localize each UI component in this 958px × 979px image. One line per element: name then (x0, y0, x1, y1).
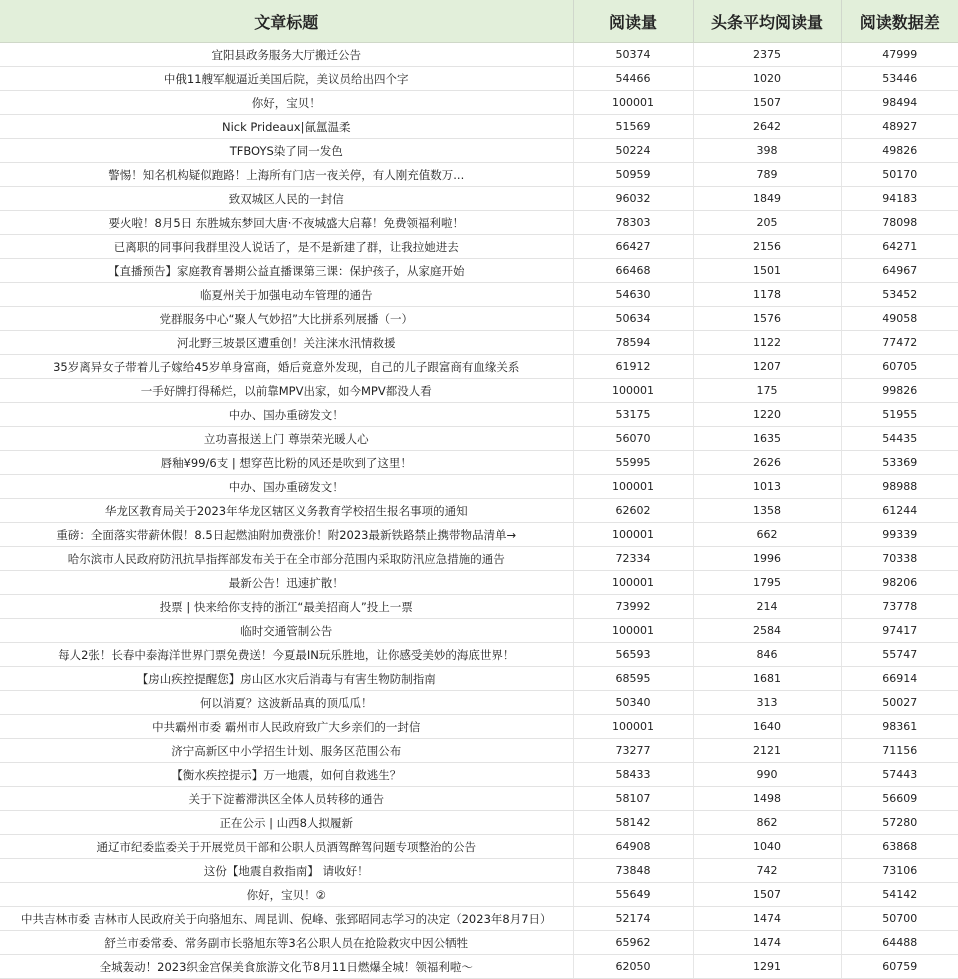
table-row[interactable] (0, 163, 958, 187)
cell-avg-read-count: 1996 (693, 547, 841, 571)
cell-avg-read-count: 2375 (693, 43, 841, 67)
cell-avg-read-count: 1501 (693, 259, 841, 283)
cell-title: 中共霸州市委 霸州市人民政府致广大乡亲们的一封信 (0, 715, 573, 739)
cell-read-count: 56070 (573, 427, 693, 451)
cell-avg-read-count: 2584 (693, 619, 841, 643)
table-row[interactable] (0, 211, 958, 235)
cell-avg-read-count: 1640 (693, 715, 841, 739)
cell-title: 通辽市纪委监委关于开展党员干部和公职人员酒驾醉驾问题专项整治的公告 (0, 835, 573, 859)
cell-read-diff: 54142 (841, 883, 958, 907)
cell-read-count: 100001 (573, 619, 693, 643)
cell-read-diff: 73778 (841, 595, 958, 619)
cell-read-diff: 71156 (841, 739, 958, 763)
cell-read-diff: 78098 (841, 211, 958, 235)
cell-read-diff: 57280 (841, 811, 958, 835)
cell-title: 这份【地震自救指南】 请收好！ (0, 859, 573, 883)
cell-title: 你好，宝贝！② (0, 883, 573, 907)
table-row[interactable] (0, 787, 958, 811)
cell-avg-read-count: 175 (693, 379, 841, 403)
table-row[interactable] (0, 835, 958, 859)
cell-read-diff: 54435 (841, 427, 958, 451)
cell-title: 最新公告！迅速扩散！ (0, 571, 573, 595)
cell-title: 每人2张！长春中泰海洋世界门票免费送！今夏最IN玩乐胜地，让你感受美妙的海底世界！ (0, 643, 573, 667)
cell-read-count: 61912 (573, 355, 693, 379)
cell-read-count: 50374 (573, 43, 693, 67)
cell-read-count: 100001 (573, 523, 693, 547)
cell-read-count: 56593 (573, 643, 693, 667)
cell-read-count: 78303 (573, 211, 693, 235)
cell-avg-read-count: 1122 (693, 331, 841, 355)
cell-title: 关于下淀蓄滞洪区全体人员转移的通告 (0, 787, 573, 811)
table-row[interactable] (0, 259, 958, 283)
cell-read-count: 100001 (573, 475, 693, 499)
cell-avg-read-count: 862 (693, 811, 841, 835)
cell-title: 华龙区教育局关于2023年华龙区辖区义务教育学校招生报名事项的通知 (0, 499, 573, 523)
cell-avg-read-count: 1576 (693, 307, 841, 331)
cell-avg-read-count: 1681 (693, 667, 841, 691)
cell-avg-read-count: 2121 (693, 739, 841, 763)
cell-avg-read-count: 1013 (693, 475, 841, 499)
cell-title: 宜阳县政务服务大厅搬迁公告 (0, 43, 573, 67)
cell-read-count: 54630 (573, 283, 693, 307)
table-row[interactable] (0, 475, 958, 499)
cell-read-count: 58433 (573, 763, 693, 787)
cell-read-diff: 98206 (841, 571, 958, 595)
table-row[interactable] (0, 235, 958, 259)
cell-avg-read-count: 1220 (693, 403, 841, 427)
table-row[interactable] (0, 691, 958, 715)
table-row[interactable] (0, 763, 958, 787)
cell-read-count: 51569 (573, 115, 693, 139)
cell-read-count: 62050 (573, 955, 693, 979)
cell-read-diff: 98494 (841, 91, 958, 115)
cell-read-count: 50634 (573, 307, 693, 331)
cell-read-diff: 98361 (841, 715, 958, 739)
table-row[interactable] (0, 523, 958, 547)
table-row[interactable] (0, 619, 958, 643)
cell-read-count: 55995 (573, 451, 693, 475)
table-row[interactable] (0, 955, 958, 979)
table-row[interactable] (0, 331, 958, 355)
cell-avg-read-count: 214 (693, 595, 841, 619)
header-row (0, 0, 958, 43)
cell-title: 要火啦！8月5日 东胜城东梦回大唐·不夜城盛大启幕！免费领福利啦！ (0, 211, 573, 235)
cell-avg-read-count: 846 (693, 643, 841, 667)
table-row[interactable] (0, 667, 958, 691)
cell-read-count: 72334 (573, 547, 693, 571)
table-row[interactable] (0, 907, 958, 931)
header-title[interactable]: 文章标题 (0, 0, 573, 43)
cell-title: 35岁离异女子带着儿子嫁给45岁单身富商，婚后竟意外发现，自己的儿子跟富商有血缘关系 (0, 355, 573, 379)
cell-read-diff: 49826 (841, 139, 958, 163)
cell-avg-read-count: 1358 (693, 499, 841, 523)
cell-avg-read-count: 1507 (693, 883, 841, 907)
cell-avg-read-count: 1507 (693, 91, 841, 115)
cell-avg-read-count: 1474 (693, 931, 841, 955)
header-read-diff[interactable]: 阅读数据差 (841, 0, 958, 43)
cell-read-count: 50340 (573, 691, 693, 715)
cell-title: 致双城区人民的一封信 (0, 187, 573, 211)
cell-read-count: 100001 (573, 91, 693, 115)
table-row[interactable] (0, 739, 958, 763)
cell-avg-read-count: 789 (693, 163, 841, 187)
cell-read-count: 66427 (573, 235, 693, 259)
cell-avg-read-count: 2642 (693, 115, 841, 139)
cell-read-count: 53175 (573, 403, 693, 427)
cell-read-diff: 66914 (841, 667, 958, 691)
cell-read-count: 55649 (573, 883, 693, 907)
cell-read-diff: 73106 (841, 859, 958, 883)
table-row[interactable] (0, 571, 958, 595)
table-row[interactable] (0, 427, 958, 451)
cell-title: TFBOYS染了同一发色 (0, 139, 573, 163)
cell-title: 临时交通管制公告 (0, 619, 573, 643)
cell-read-diff: 60759 (841, 955, 958, 979)
cell-read-diff: 77472 (841, 331, 958, 355)
cell-read-diff: 99339 (841, 523, 958, 547)
cell-read-diff: 48927 (841, 115, 958, 139)
cell-read-count: 65962 (573, 931, 693, 955)
cell-read-diff: 50170 (841, 163, 958, 187)
cell-title: 投票 | 快来给你支持的浙江“最美招商人”投上一票 (0, 595, 573, 619)
table-row[interactable] (0, 139, 958, 163)
cell-read-count: 62602 (573, 499, 693, 523)
table-row[interactable] (0, 451, 958, 475)
table-row[interactable] (0, 307, 958, 331)
cell-read-diff: 70338 (841, 547, 958, 571)
cell-title: 【房山疾控提醒您】房山区水灾后消毒与有害生物防制指南 (0, 667, 573, 691)
cell-read-diff: 57443 (841, 763, 958, 787)
cell-read-diff: 49058 (841, 307, 958, 331)
cell-title: 重磅：全面落实带薪休假！8.5日起燃油附加费涨价！附2023最新铁路禁止携带物品清单→ (0, 523, 573, 547)
cell-read-diff: 63868 (841, 835, 958, 859)
cell-read-count: 100001 (573, 571, 693, 595)
cell-avg-read-count: 1849 (693, 187, 841, 211)
cell-read-diff: 55747 (841, 643, 958, 667)
cell-read-count: 100001 (573, 379, 693, 403)
cell-read-count: 64908 (573, 835, 693, 859)
cell-read-diff: 61244 (841, 499, 958, 523)
cell-title: 舒兰市委常委、常务副市长骆旭东等3名公职人员在抢险救灾中因公牺牲 (0, 931, 573, 955)
cell-read-diff: 64271 (841, 235, 958, 259)
cell-title: 济宁高新区中小学招生计划、服务区范围公布 (0, 739, 573, 763)
cell-title: 唇釉¥99/6支 | 想穿芭比粉的风还是吹到了这里！ (0, 451, 573, 475)
cell-avg-read-count: 1474 (693, 907, 841, 931)
cell-title: Nick Prideaux|氤氲温柔 (0, 115, 573, 139)
cell-read-diff: 64488 (841, 931, 958, 955)
cell-title: 全城轰动！2023织金宫保美食旅游文化节8月11日燃爆全城！领福利啦～ (0, 955, 573, 979)
cell-avg-read-count: 398 (693, 139, 841, 163)
table-row[interactable] (0, 811, 958, 835)
table-row[interactable] (0, 115, 958, 139)
cell-title: 中共吉林市委 吉林市人民政府关于向骆旭东、周昆训、倪峰、张郅昭同志学习的决定（2023年8月7日） (0, 907, 573, 931)
cell-title: 警惕！知名机构疑似跑路！上海所有门店一夜关停，有人刚充值数万... (0, 163, 573, 187)
cell-read-count: 58142 (573, 811, 693, 835)
cell-title: 【衡水疾控提示】万一地震，如何自救逃生？ (0, 763, 573, 787)
cell-title: 立功喜报送上门 尊崇荣光暖人心 (0, 427, 573, 451)
cell-title: 临夏州关于加强电动车管理的通告 (0, 283, 573, 307)
cell-read-diff: 51955 (841, 403, 958, 427)
cell-avg-read-count: 205 (693, 211, 841, 235)
cell-avg-read-count: 313 (693, 691, 841, 715)
cell-read-diff: 50027 (841, 691, 958, 715)
cell-read-count: 73848 (573, 859, 693, 883)
cell-read-count: 50959 (573, 163, 693, 187)
table-row[interactable] (0, 595, 958, 619)
cell-title: 【直播预告】家庭教育暑期公益直播课第三课：保护孩子，从家庭开始 (0, 259, 573, 283)
cell-avg-read-count: 1291 (693, 955, 841, 979)
cell-read-diff: 56609 (841, 787, 958, 811)
cell-avg-read-count: 1635 (693, 427, 841, 451)
table-row[interactable] (0, 883, 958, 907)
cell-avg-read-count: 2156 (693, 235, 841, 259)
cell-read-count: 66468 (573, 259, 693, 283)
cell-read-diff: 60705 (841, 355, 958, 379)
cell-read-diff: 98988 (841, 475, 958, 499)
cell-read-diff: 97417 (841, 619, 958, 643)
cell-title: 一手好牌打得稀烂，以前靠MPV出家，如今MPV都没人看 (0, 379, 573, 403)
table-row[interactable] (0, 67, 958, 91)
table-row[interactable] (0, 859, 958, 883)
cell-read-diff: 64967 (841, 259, 958, 283)
header-avg-read-count[interactable]: 头条平均阅读量 (693, 0, 841, 43)
cell-avg-read-count: 2626 (693, 451, 841, 475)
cell-title: 正在公示 | 山西8人拟履新 (0, 811, 573, 835)
cell-title: 中俄11艘军舰逼近美国后院，美议员给出四个字 (0, 67, 573, 91)
table-body (0, 43, 958, 979)
table-row[interactable] (0, 931, 958, 955)
cell-avg-read-count: 990 (693, 763, 841, 787)
cell-read-count: 73992 (573, 595, 693, 619)
cell-title: 你好，宝贝！ (0, 91, 573, 115)
cell-avg-read-count: 742 (693, 859, 841, 883)
cell-title: 已离职的同事问我群里没人说话了，是不是新建了群，让我拉她进去 (0, 235, 573, 259)
cell-read-diff: 53369 (841, 451, 958, 475)
table-row[interactable] (0, 43, 958, 67)
table-row[interactable] (0, 715, 958, 739)
table-row[interactable] (0, 547, 958, 571)
cell-title: 中办、国办重磅发文！ (0, 403, 573, 427)
cell-read-count: 73277 (573, 739, 693, 763)
cell-read-count: 58107 (573, 787, 693, 811)
cell-avg-read-count: 1795 (693, 571, 841, 595)
cell-read-count: 68595 (573, 667, 693, 691)
cell-read-diff: 50700 (841, 907, 958, 931)
cell-avg-read-count: 1020 (693, 67, 841, 91)
table-row[interactable] (0, 91, 958, 115)
table-row[interactable] (0, 499, 958, 523)
table-row[interactable] (0, 355, 958, 379)
cell-avg-read-count: 1498 (693, 787, 841, 811)
cell-read-diff: 53446 (841, 67, 958, 91)
cell-read-count: 96032 (573, 187, 693, 211)
cell-title: 哈尔滨市人民政府防汛抗旱指挥部发布关于在全市部分范围内采取防汛应急措施的通告 (0, 547, 573, 571)
cell-avg-read-count: 1178 (693, 283, 841, 307)
cell-avg-read-count: 1040 (693, 835, 841, 859)
header-read-count[interactable]: 阅读量 (573, 0, 693, 43)
table-row[interactable] (0, 643, 958, 667)
cell-avg-read-count: 662 (693, 523, 841, 547)
table-row[interactable] (0, 187, 958, 211)
table-row[interactable] (0, 379, 958, 403)
cell-title: 党群服务中心“聚人气妙招”大比拼系列展播（一） (0, 307, 573, 331)
cell-title: 何以消夏？这波新品真的顶瓜瓜！ (0, 691, 573, 715)
cell-read-diff: 99826 (841, 379, 958, 403)
table-row[interactable] (0, 283, 958, 307)
cell-read-diff: 53452 (841, 283, 958, 307)
cell-read-diff: 94183 (841, 187, 958, 211)
cell-title: 河北野三坡景区遭重创！关注涞水汛情救援 (0, 331, 573, 355)
cell-read-count: 78594 (573, 331, 693, 355)
cell-read-count: 54466 (573, 67, 693, 91)
cell-title: 中办、国办重磅发文！ (0, 475, 573, 499)
cell-read-count: 52174 (573, 907, 693, 931)
cell-avg-read-count: 1207 (693, 355, 841, 379)
cell-read-diff: 47999 (841, 43, 958, 67)
cell-read-count: 100001 (573, 715, 693, 739)
table-row[interactable] (0, 403, 958, 427)
cell-read-count: 50224 (573, 139, 693, 163)
